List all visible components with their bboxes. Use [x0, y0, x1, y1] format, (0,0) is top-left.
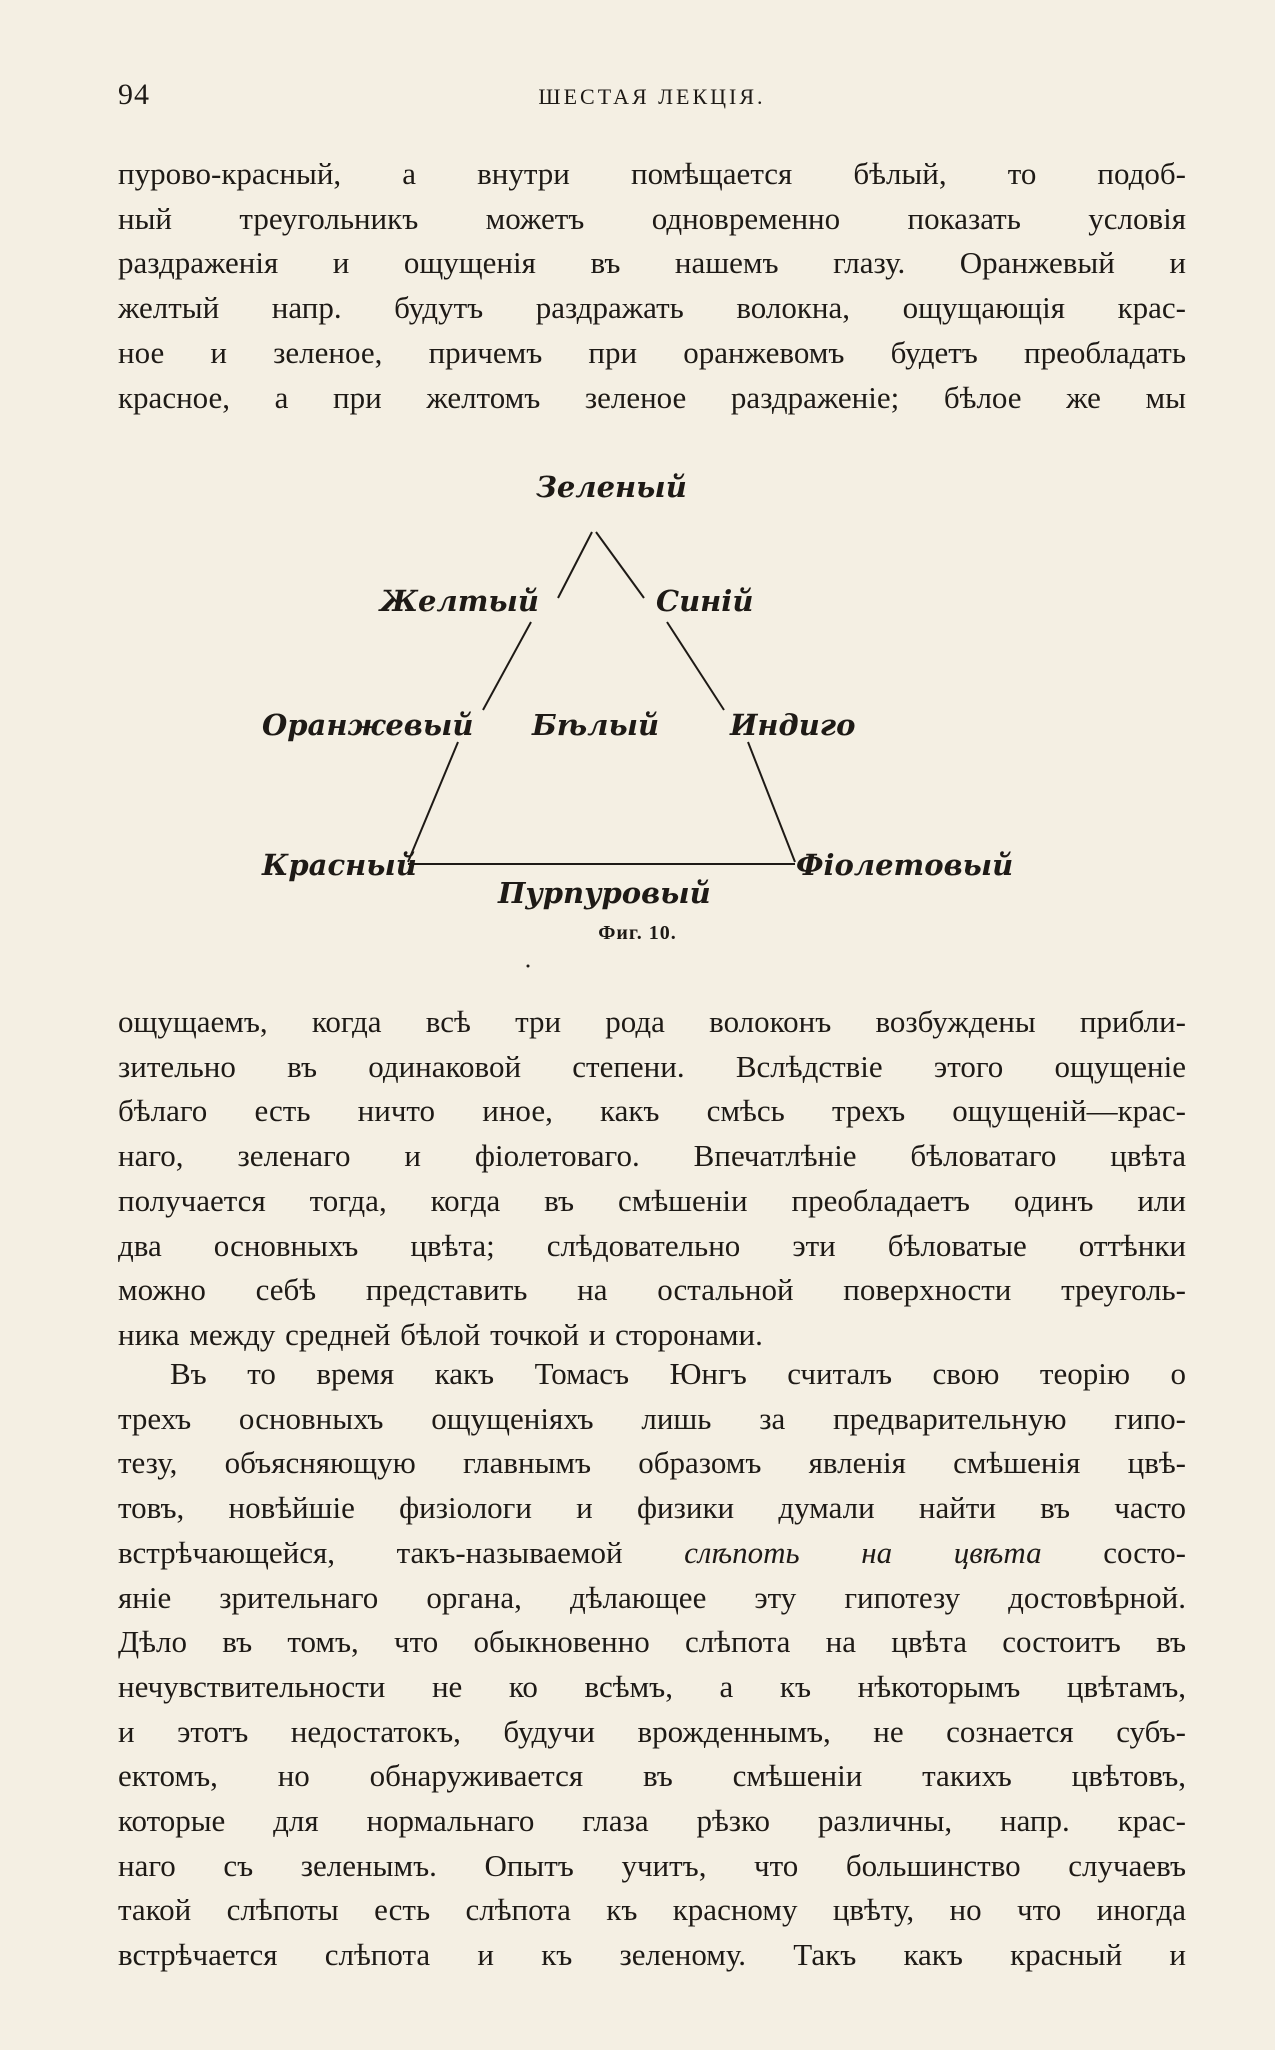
- triangle-side-right-middle: [667, 622, 724, 710]
- paragraph-3: [118, 1352, 1186, 1978]
- text-line: ное и зеленое, причемъ при оранжевомъ будетъ преобладать: [118, 334, 1186, 370]
- label-purple: Пурпуровый: [498, 876, 711, 910]
- running-head: ШЕСТАЯ ЛЕКЦІЯ.: [538, 84, 766, 109]
- triangle-side-left-middle: [483, 622, 531, 710]
- figure-dot: [527, 965, 530, 968]
- paragraph-1: [118, 152, 1186, 420]
- triangle-side-left-upper: [558, 532, 592, 598]
- triangle-side-right-lower: [748, 742, 795, 862]
- text-line: наго съ зеленымъ. Опытъ учитъ, что большинство случаевъ: [118, 1847, 1186, 1883]
- text-line: которые для нормальнаго глаза рѣзко различны, напр. крас-: [118, 1803, 1186, 1839]
- color-triangle-figure: [0, 470, 1275, 970]
- label-violet: Фіолетовый: [796, 848, 1014, 882]
- text-line-with-emphasis: [118, 1531, 1186, 1576]
- label-red: Красный: [262, 848, 417, 882]
- text-line: товъ, новѣйшіе физіологи и физики думали найти въ часто: [118, 1490, 1186, 1526]
- text-line: тезу, объясняющую главнымъ образомъ явленія смѣшенія цвѣ-: [118, 1445, 1186, 1481]
- text-line: пурово-красный, а внутри помѣщается бѣлый, то подоб-: [118, 156, 1186, 191]
- text-line: ника между средней бѣлой точкой и сторонами.: [118, 1316, 763, 1352]
- label-orange: Оранжевый: [262, 708, 474, 742]
- label-green: Зеленый: [536, 470, 687, 504]
- text-line: красное, а при желтомъ зеленое раздраженіе; бѣлое же мы: [118, 379, 1186, 415]
- text-line: два основныхъ цвѣта; слѣдовательно эти бѣловатые оттѣнки: [118, 1227, 1186, 1263]
- text-line: бѣлаго есть ничто иное, какъ смѣсь трехъ ощущеній—крас-: [118, 1093, 1186, 1129]
- figure-caption: Фиг. 10.: [598, 922, 677, 944]
- text-line: нечувствительности не ко всѣмъ, а къ нѣкоторымъ цвѣтамъ,: [118, 1668, 1186, 1704]
- triangle-side-right-upper: [596, 532, 644, 598]
- page-number: 94: [118, 78, 150, 111]
- text-line: получается тогда, когда въ смѣшеніи преобладаетъ одинъ или: [118, 1182, 1186, 1218]
- text-line: встрѣчается слѣпота и къ зеленому. Такъ какъ красный и: [118, 1937, 1186, 1973]
- emphasis-term: слѣпоть на цвѣта: [684, 1534, 1042, 1570]
- label-white: Бѣлый: [532, 708, 660, 742]
- text-line: желтый напр. будутъ раздражать волокна, ощущающія крас-: [118, 290, 1186, 326]
- text-segment: состо-: [1041, 1534, 1186, 1570]
- text-line: трехъ основныхъ ощущеніяхъ лишь за предварительную гипо-: [118, 1400, 1186, 1436]
- page-header: [118, 78, 1186, 118]
- text-line: Въ то время какъ Томасъ Юнгъ считалъ свою теорію о: [170, 1356, 1186, 1391]
- text-line: раздраженія и ощущенія въ нашемъ глазу. Оранжевый и: [118, 245, 1186, 281]
- label-indigo: Индиго: [730, 708, 856, 742]
- paragraph-2: [118, 1000, 1186, 1358]
- text-line: ощущаемъ, когда всѣ три рода волоконъ возбуждены прибли-: [118, 1004, 1186, 1039]
- label-yellow: Желтый: [380, 584, 540, 618]
- text-line: наго, зеленаго и фіолетоваго. Впечатлѣніе бѣловатаго цвѣта: [118, 1138, 1186, 1174]
- text-line: такой слѣпоты есть слѣпота къ красному цвѣту, но что иногда: [118, 1892, 1186, 1928]
- text-line: и этотъ недостатокъ, будучи врожденнымъ, не сознается субъ-: [118, 1713, 1186, 1749]
- label-blue: Синій: [656, 584, 754, 618]
- triangle-side-left-lower: [408, 742, 458, 862]
- text-line: яніе зрительнаго органа, дѣлающее эту гипотезу достовѣрной.: [118, 1579, 1186, 1615]
- text-line: ный треугольникъ можетъ одновременно показать условія: [118, 200, 1186, 236]
- text-segment: встрѣчающейся, такъ-называемой: [118, 1534, 685, 1570]
- text-line: Дѣло въ томъ, что обыкновенно слѣпота на цвѣта состоитъ въ: [118, 1624, 1186, 1660]
- text-line: зительно въ одинаковой степени. Вслѣдствіе этого ощущеніе: [118, 1048, 1186, 1084]
- text-line: ектомъ, но обнаруживается въ смѣшеніи такихъ цвѣтовъ,: [118, 1758, 1186, 1794]
- text-line: можно себѣ представить на остальной поверхности треуголь-: [118, 1272, 1186, 1308]
